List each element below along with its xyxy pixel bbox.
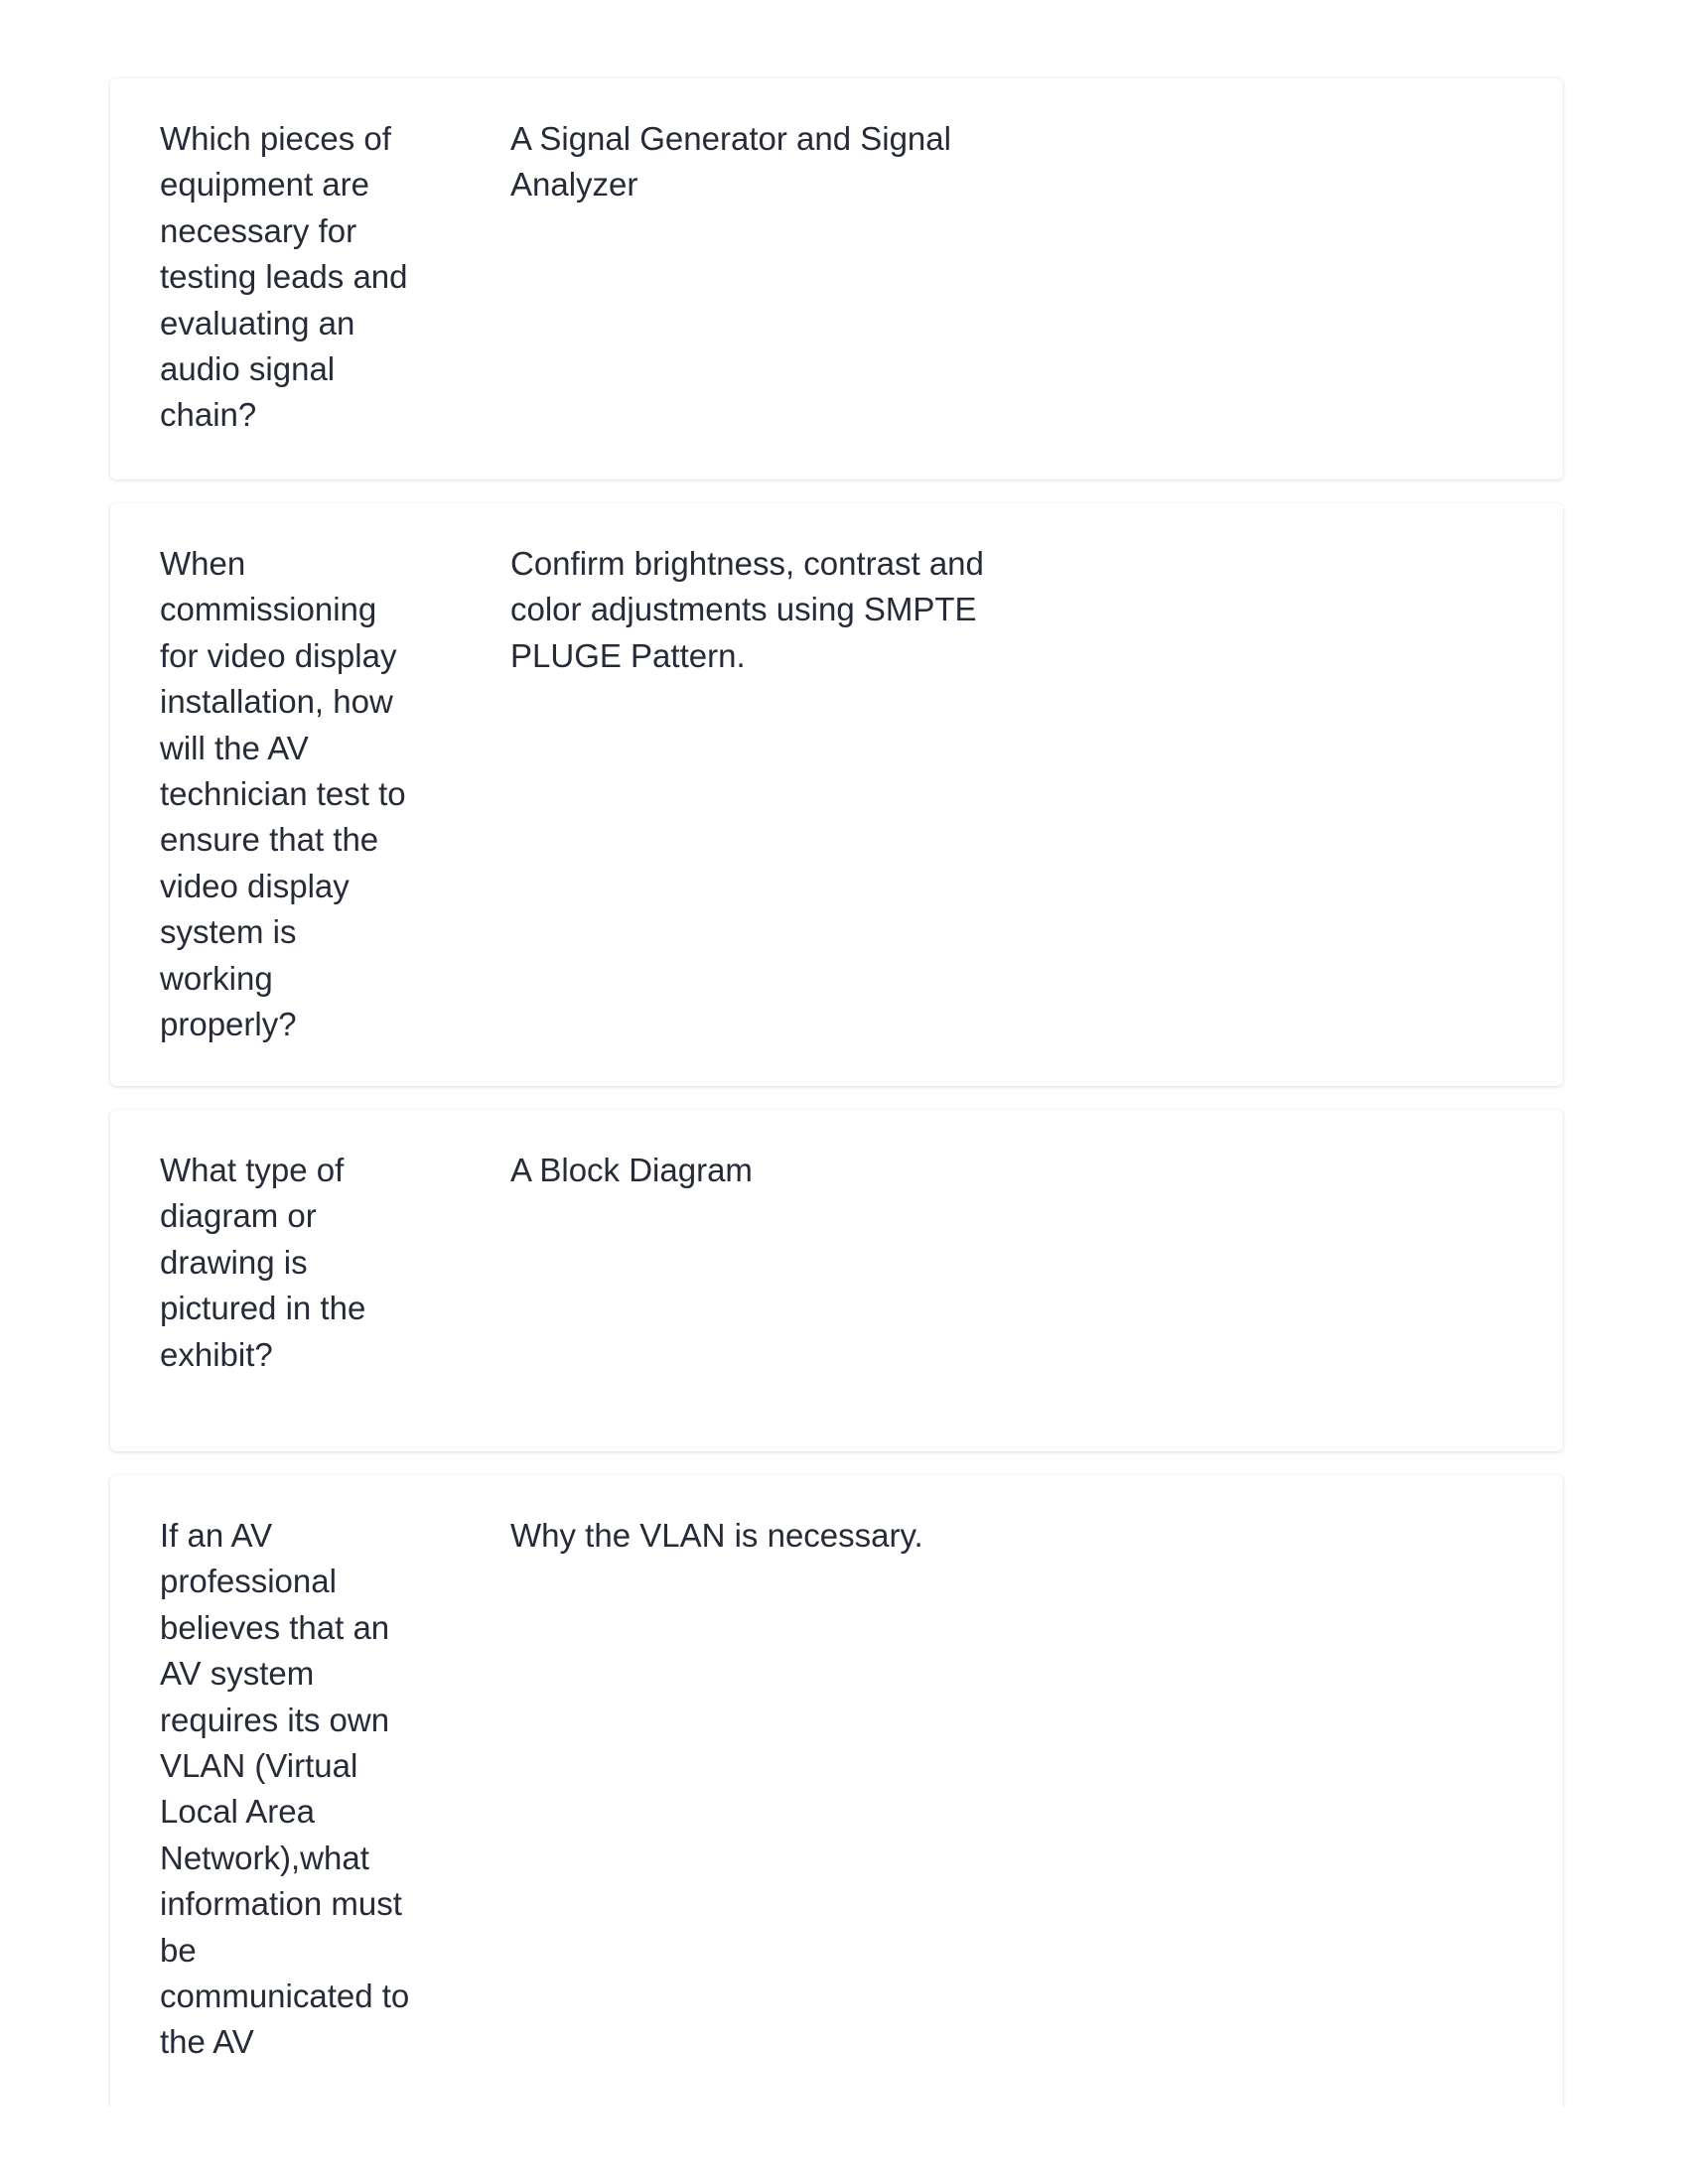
question-line: information must xyxy=(160,1885,402,1923)
answer-line: Confirm brightness, contrast and xyxy=(510,545,984,582)
card-question xyxy=(160,1148,428,1378)
question-line: the AV xyxy=(160,2023,254,2061)
question-line: will the AV xyxy=(160,729,309,766)
question-line: video display xyxy=(160,867,350,904)
question-line: ensure that the xyxy=(160,821,379,859)
question-line: system is xyxy=(160,913,297,951)
answer-line: Analyzer xyxy=(510,166,638,204)
question-line: Local Area xyxy=(160,1793,315,1831)
question-line: AV system xyxy=(160,1655,315,1693)
answer-line: A Signal Generator and Signal xyxy=(510,120,951,157)
answer-line: color adjustments using SMPTE xyxy=(510,591,977,628)
question-line: Which pieces of xyxy=(160,120,391,157)
question-line: communicated to xyxy=(160,1978,410,2015)
question-line: believes that an xyxy=(160,1608,390,1646)
question-line: for video display xyxy=(160,636,397,674)
card-question xyxy=(160,116,428,439)
question-line: pictured in the xyxy=(160,1290,366,1327)
flashcard xyxy=(110,503,1563,1086)
question-line: audio signal xyxy=(160,350,336,388)
question-line: necessary for xyxy=(160,211,357,249)
card-answer xyxy=(510,541,1066,679)
question-line: professional xyxy=(160,1563,337,1600)
question-line: properly? xyxy=(160,1006,297,1043)
question-line: chain? xyxy=(160,396,257,434)
question-line: commissioning xyxy=(160,591,377,628)
question-line: evaluating an xyxy=(160,304,355,341)
question-line: diagram or xyxy=(160,1197,317,1235)
card-answer xyxy=(510,1148,1066,1193)
question-line: When xyxy=(160,545,246,582)
question-line: Network),what xyxy=(160,1839,369,1876)
card-question xyxy=(160,541,428,1047)
question-line: installation, how xyxy=(160,683,393,721)
question-line: equipment are xyxy=(160,166,369,204)
question-line: testing leads and xyxy=(160,258,408,296)
question-line: working xyxy=(160,959,273,997)
question-line: be xyxy=(160,1931,197,1969)
question-line: drawing is xyxy=(160,1243,308,1281)
card-answer xyxy=(510,116,1066,208)
question-line: What type of xyxy=(160,1152,345,1188)
answer-line: A Block Diagram xyxy=(510,1152,753,1188)
question-line: exhibit? xyxy=(160,1335,273,1373)
flashcard xyxy=(110,1475,1563,2107)
card-question xyxy=(160,1513,428,2066)
answer-line: PLUGE Pattern. xyxy=(510,636,746,674)
flashcard xyxy=(110,78,1563,479)
flashcard xyxy=(110,1110,1563,1451)
answer-line: Why the VLAN is necessary. xyxy=(510,1517,923,1554)
question-line: VLAN (Virtual xyxy=(160,1747,358,1785)
question-line: If an AV xyxy=(160,1517,273,1554)
card-answer xyxy=(510,1513,1066,1559)
question-line: requires its own xyxy=(160,1701,390,1738)
question-line: technician test to xyxy=(160,775,406,813)
